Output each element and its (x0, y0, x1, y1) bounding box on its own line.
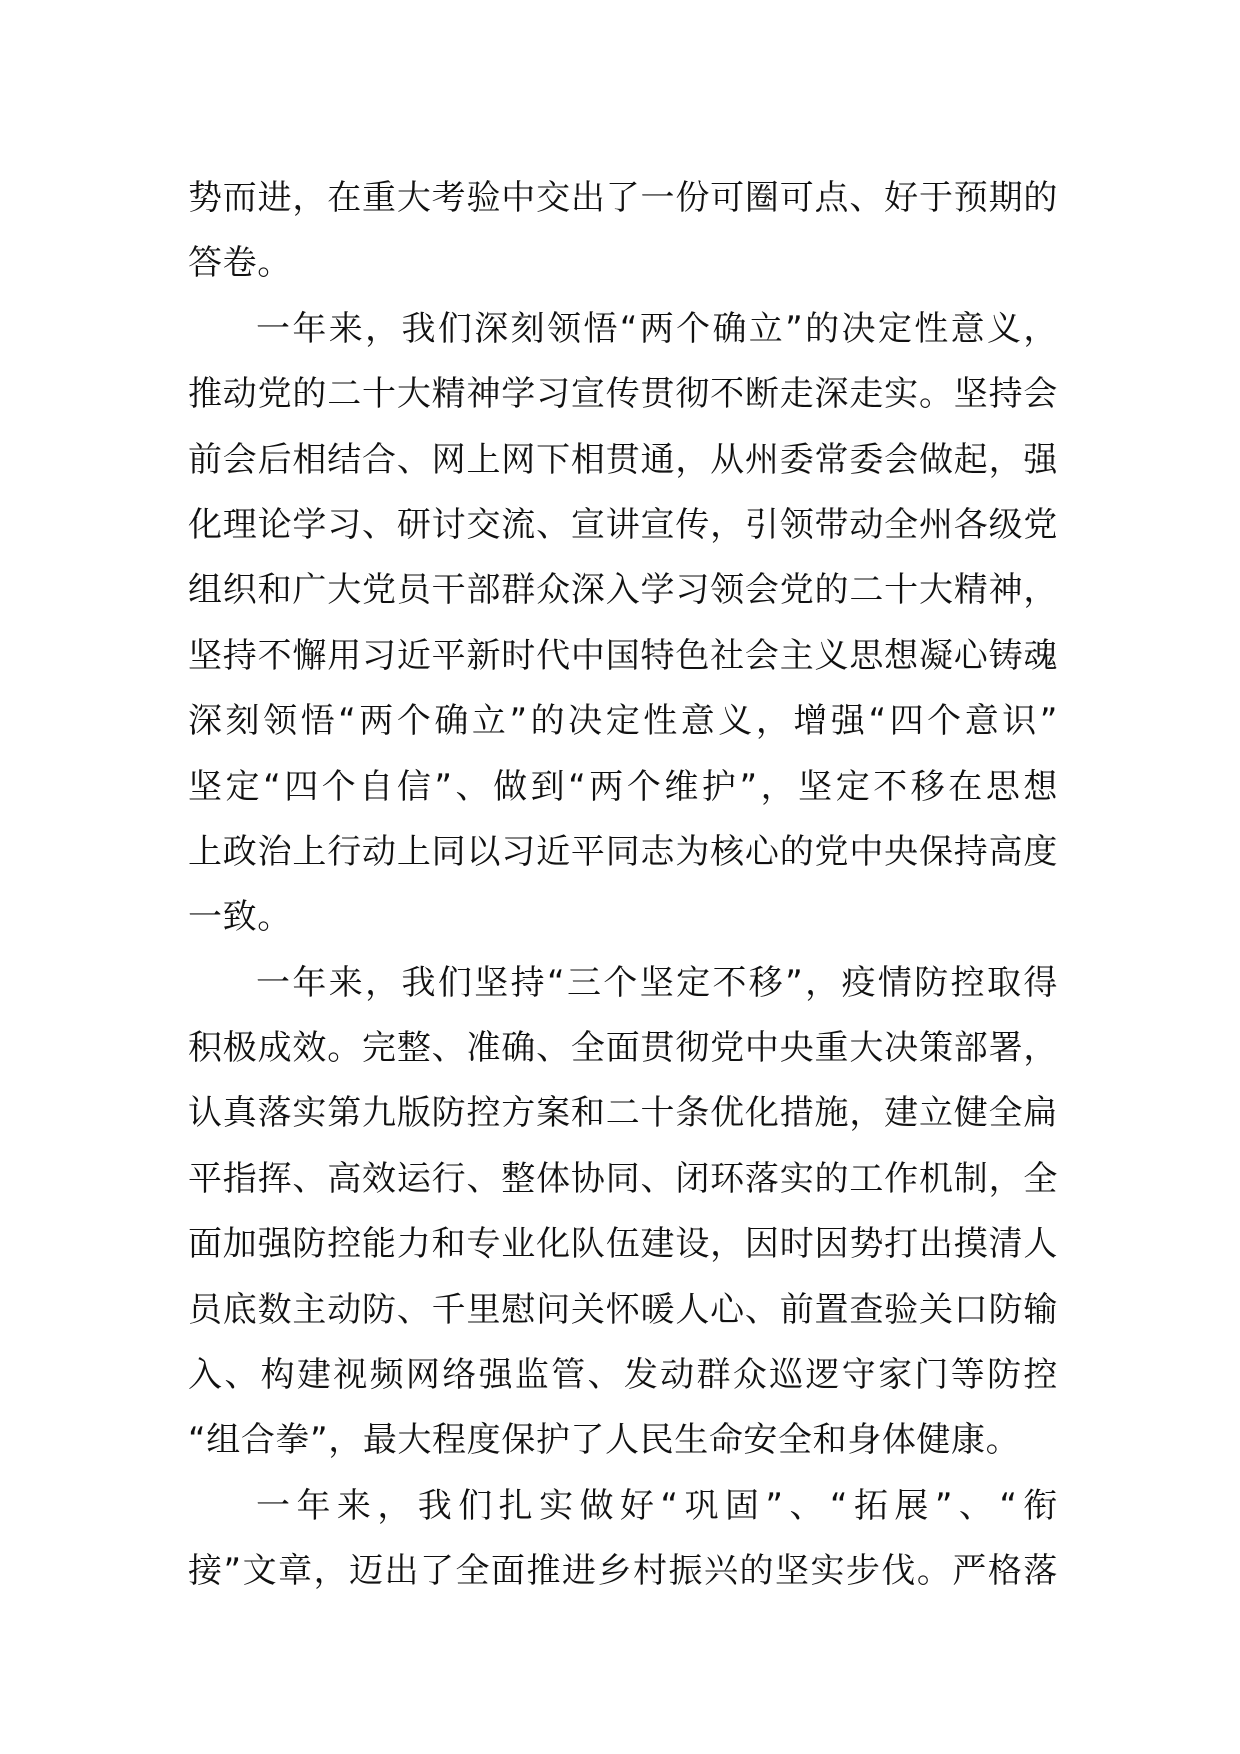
text-line: 面加强防控能力和专业化队伍建设，因时因势打出摸清人 (188, 1224, 1058, 1265)
text-line: 入、构建视频网络强监管、发动群众巡逻守家门等防控 (188, 1355, 1058, 1396)
text-line: 上政治上行动上同以习近平同志为核心的党中央保持高度 (188, 831, 1058, 872)
paragraph-3 (188, 951, 1058, 1474)
text-line: 坚持不懈用习近平新时代中国特色社会主义思想凝心铸魂 (188, 635, 1058, 676)
text-line: 员底数主动防、千里慰问关怀暖人心、前置查验关口防输 (188, 1289, 1058, 1330)
text-line: 一致。 (188, 897, 292, 938)
text-line: 认真落实第九版防控方案和二十条优化措施，建立健全扁 (188, 1093, 1058, 1134)
text-line: 前会后相结合、网上网下相贯通，从州委常委会做起，强 (188, 439, 1058, 480)
text-line: “组合拳”，最大程度保护了人民生命安全和身体健康。 (188, 1420, 1021, 1461)
paragraph-4 (188, 1474, 1058, 1605)
text-line: 坚定“四个自信”、做到“两个维护”，坚定不移在思想 (188, 766, 1058, 807)
text-line: 积极成效。完整、准确、全面贯彻党中央重大决策部署， (188, 1028, 1058, 1069)
text-line: 组织和广大党员干部群众深入学习领会党的二十大精神， (188, 570, 1058, 611)
text-line: 平指挥、高效运行、整体协同、闭环落实的工作机制，全 (188, 1158, 1058, 1199)
text-line: 一年来，我们扎实做好“巩固”、“拓展”、“衔 (256, 1485, 1058, 1526)
text-line: 势而进，在重大考验中交出了一份可圈可点、好于预期的 (188, 178, 1058, 218)
text-line: 化理论学习、研讨交流、宣讲宣传，引领带动全州各级党 (188, 504, 1058, 545)
text-line: 接”文章，迈出了全面推进乡村振兴的坚实步伐。严格落 (188, 1551, 1058, 1592)
paragraph-2 (188, 297, 1058, 951)
text-line: 一年来，我们坚持“三个坚定不移”，疫情防控取得 (256, 962, 1058, 1003)
text-line: 一年来，我们深刻领悟“两个确立”的决定性意义， (256, 308, 1058, 349)
paragraph-1 (188, 166, 1058, 297)
document-body (188, 166, 1058, 1605)
text-line: 答卷。 (188, 243, 292, 284)
text-line: 深刻领悟“两个确立”的决定性意义，增强“四个意识” (188, 701, 1058, 742)
text-line: 推动党的二十大精神学习宣传贯彻不断走深走实。坚持会 (188, 374, 1058, 415)
